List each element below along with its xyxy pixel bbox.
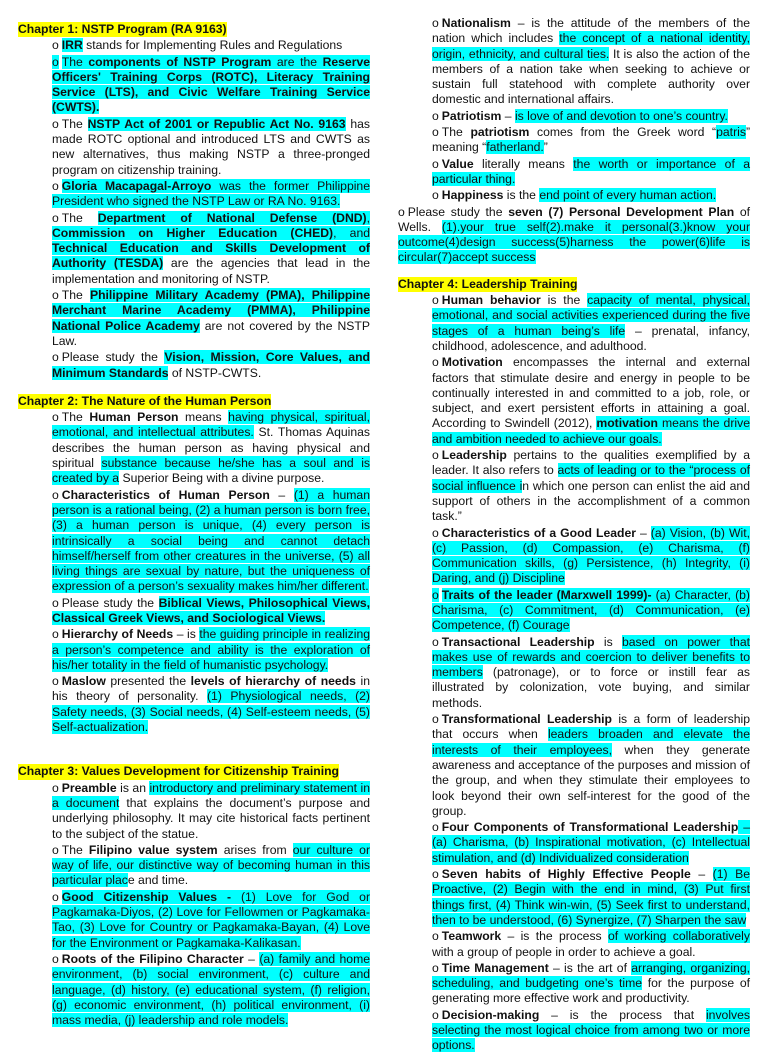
- irr-item: o IRR stands for Implementing Rules and Regulations: [52, 38, 343, 53]
- agencies-item: o The Department of National Defense (DND), Commission on Higher Education (CHED), and Technical Education and Skills Development of Authority (TESDA) are the agencies that lead in the implementation and monitoring of NSTP.: [52, 210, 371, 286]
- chapter-3-heading: Chapter 3: Values Development for Citizenship Training: [18, 764, 339, 779]
- components-item: o The components of NSTP Program are the Reserve Officers' Training Corps (ROTC), Literacy Training Service (LTS), and Civic Welfare Training Service (CWTS).: [52, 54, 371, 115]
- bullet: o: [52, 38, 59, 53]
- arroyo-item: o Gloria Macapagal-Arroyo was the former Philippine President who signed the NSTP Law or RA No. 9163.: [52, 178, 370, 209]
- transactional-item: o Transactional Leadership is based on power that makes use of rewards and coercion to deliver benefits to members (patronage), or to force or instill fear as illustrated by colonization, vote buying, and similar methods.: [432, 634, 750, 710]
- maslow-item: o Maslow presented the levels of hierarchy of needs in his theory of personality. (1) Physiological needs, (2) Safety needs, (3) Social needs, (4) Self-esteem needs, (5) Self-actualization.: [52, 674, 370, 735]
- motivation-item: o Motivation encompasses the internal and external factors that stimulate desire and energy in people to be continually interested in and committed to a job, role, or subject, and exert persistent efforts in attaining a goal. According to Swindell (2012), motivation means the drive and ambition needed to achieve our goals.: [432, 355, 750, 446]
- value-item: o Value literally means the worth or importance of a particular thing.: [432, 156, 750, 186]
- chapter-1-heading: Chapter 1: NSTP Program (RA 9163): [18, 22, 227, 36]
- development-plan-item: o Please study the seven (7) Personal Development Plan of Wells. (1).your true self(2).make it personal(3.)know your outcome(4)design success(5)harness the power(6)life is circular(7)accept success: [398, 204, 751, 265]
- preamble-item: o Preamble is an introductory and preliminary statement in a document that explains the document’s purpose and underlying philosophy. It may cite historical facts pertinent to the subject of the statue.: [52, 780, 370, 841]
- chapter-2-heading: Chapter 2: The Nature of the Human Person: [18, 393, 272, 408]
- academies-item: o The Philippine Military Academy (PMA), Philippine Merchant Marine Academy (PMMA), Philippine National Police Academy are not covered by the NSTP Law.: [52, 288, 370, 348]
- vision-item: o Please study the Vision, Mission, Core Values, and Minimum Standards of NSTP-CWTS.: [52, 350, 371, 380]
- traits-item: o Traits of the leader (Marxwell 1999)- (a) Character, (b) Charisma, (c) Commitment, (d) Communication, (e) Competence, (f) Courage: [432, 587, 750, 633]
- four-components-item: o Four Components of Transformational Leadership – (a) Charisma, (b) Inspirational motivation, (c) Intellectual stimulation, and (d) Individualized consideration: [432, 820, 751, 865]
- hierarchy-item: o Hierarchy of Needs – is the guiding principle in realizing a person’s competence and ability is the exploration of his/her totality in the field of humanistic psychology.: [52, 627, 370, 672]
- chapter-4-heading: Chapter 4: Leadership Training: [398, 276, 578, 291]
- value-system-item: o The Filipino value system arises from our culture or way of life, our distinctive way of becoming human in this particular place and time.: [52, 842, 371, 888]
- citizenship-values-item: o Good Citizenship Values - (1) Love for God or Pagkamaka-Diyos, (2) Love for Fellowmen or Pagkamaka-Tao, (3) Love for Country or Pagkamaka-Bayan, (4) Love for the Environment or Pagkamaka-Kalikasan.: [52, 889, 371, 950]
- leadership-item: o Leadership pertains to the qualities exemplified by a leader. It also refers to acts of leading or to the “process of social influence in which one person can enlist the aid and support of others in the accomplishment of a common task.”: [432, 448, 750, 524]
- time-management-item: o Time Management – is the art of arranging, organizing, scheduling, and budgeting one’s time for the purpose of generating more effective work and productivity.: [432, 960, 750, 1006]
- views-item: o Please study the Biblical Views, Philosophical Views, Classical Greek Views, and Sociological Views.: [52, 595, 371, 625]
- transformational-item: o Transformational Leadership is a form of leadership that occurs when leaders broaden and elevate the interests of their employees, when they generate awareness and acceptance of the purposes and mission of the group, and when they stimulate their employees to look beyond their own self-interest for the good of the group.: [432, 712, 751, 818]
- teamwork-item: o Teamwork – is the process of working collaboratively with a group of people in order to achieve a goal.: [432, 929, 750, 959]
- characteristics-item: o Characteristics of Human Person – (1) a human person is a rational being, (2) a human person is born free, (3) a human person is unique, (4) every person is intrinsically a social being and cannot detach himself/herself from other creatures in the universe, (5) all living things are sexual by nature, but the uniqueness of expression of a person’s sexuality makes him/her different.: [52, 487, 370, 594]
- human-person-item: o The Human Person means having physical, spiritual, emotional, and intellectual attributes. St. Thomas Aquinas describes the human person as having physical and spiritual substance because he/she has a soul and is created by a Superior Being with a divine purpose.: [52, 410, 370, 486]
- patris-item: o The patriotism comes from the Greek word “patris” meaning “fatherland.”: [432, 125, 750, 155]
- seven-habits-item: o Seven habits of Highly Effective People – (1) Be Proactive, (2) Begin with the end in mind, (3) Put first things first, (4) Think win-win, (5) Seek first to understand, then to be understood, (6) Synergize, (7) Sharpen the saw: [432, 867, 750, 927]
- nstp-act-item: o The NSTP Act of 2001 or Republic Act No. 9163 has made ROTC optional and introduced LTS and CWTS as new alternatives, thus making NSTP a three-pronged program on citizenship training.: [52, 116, 370, 177]
- human-behavior-item: o Human behavior is the capacity of mental, physical, emotional, and social activities experienced during the five stages of a human being’s life – prenatal, infancy, childhood, adolescence, and adulthood.: [432, 293, 750, 353]
- left-column: [18, 22, 370, 1029]
- happiness-item: o Happiness is the end point of every human action.: [432, 188, 717, 203]
- roots-item: o Roots of the Filipino Character – (a) family and home environment, (b) social environment, (c) culture and language, (d) history, (e) educational system, (f) religion, (g) economic environment, (h) political environment, (i) mass media, (j) leadership and role models.: [52, 951, 370, 1028]
- patriotism-item: o Patriotism – is love of and devotion to one’s country.: [432, 108, 728, 123]
- nationalism-item: o Nationalism – is the attitude of the members of the nation which includes the concept of a national identity, origin, ethnicity, and cultural ties. It is also the action of the members of a nation take when seeking to achieve or sustain full statehood with complete authority over domestic and international affairs.: [432, 16, 750, 107]
- decision-making-item: o Decision-making – is the process that involves selecting the most logical choice from among two or more options.: [432, 1007, 750, 1053]
- right-column: [398, 16, 750, 1055]
- good-leader-item: o Characteristics of a Good Leader – (a) Vision, (b) Wit, (c) Passion, (d) Compassion, (e) Charisma, (f) Communication skills, (g) Persistence, (h) Integrity, (i) Daring, and (j) Discipline: [432, 525, 750, 586]
